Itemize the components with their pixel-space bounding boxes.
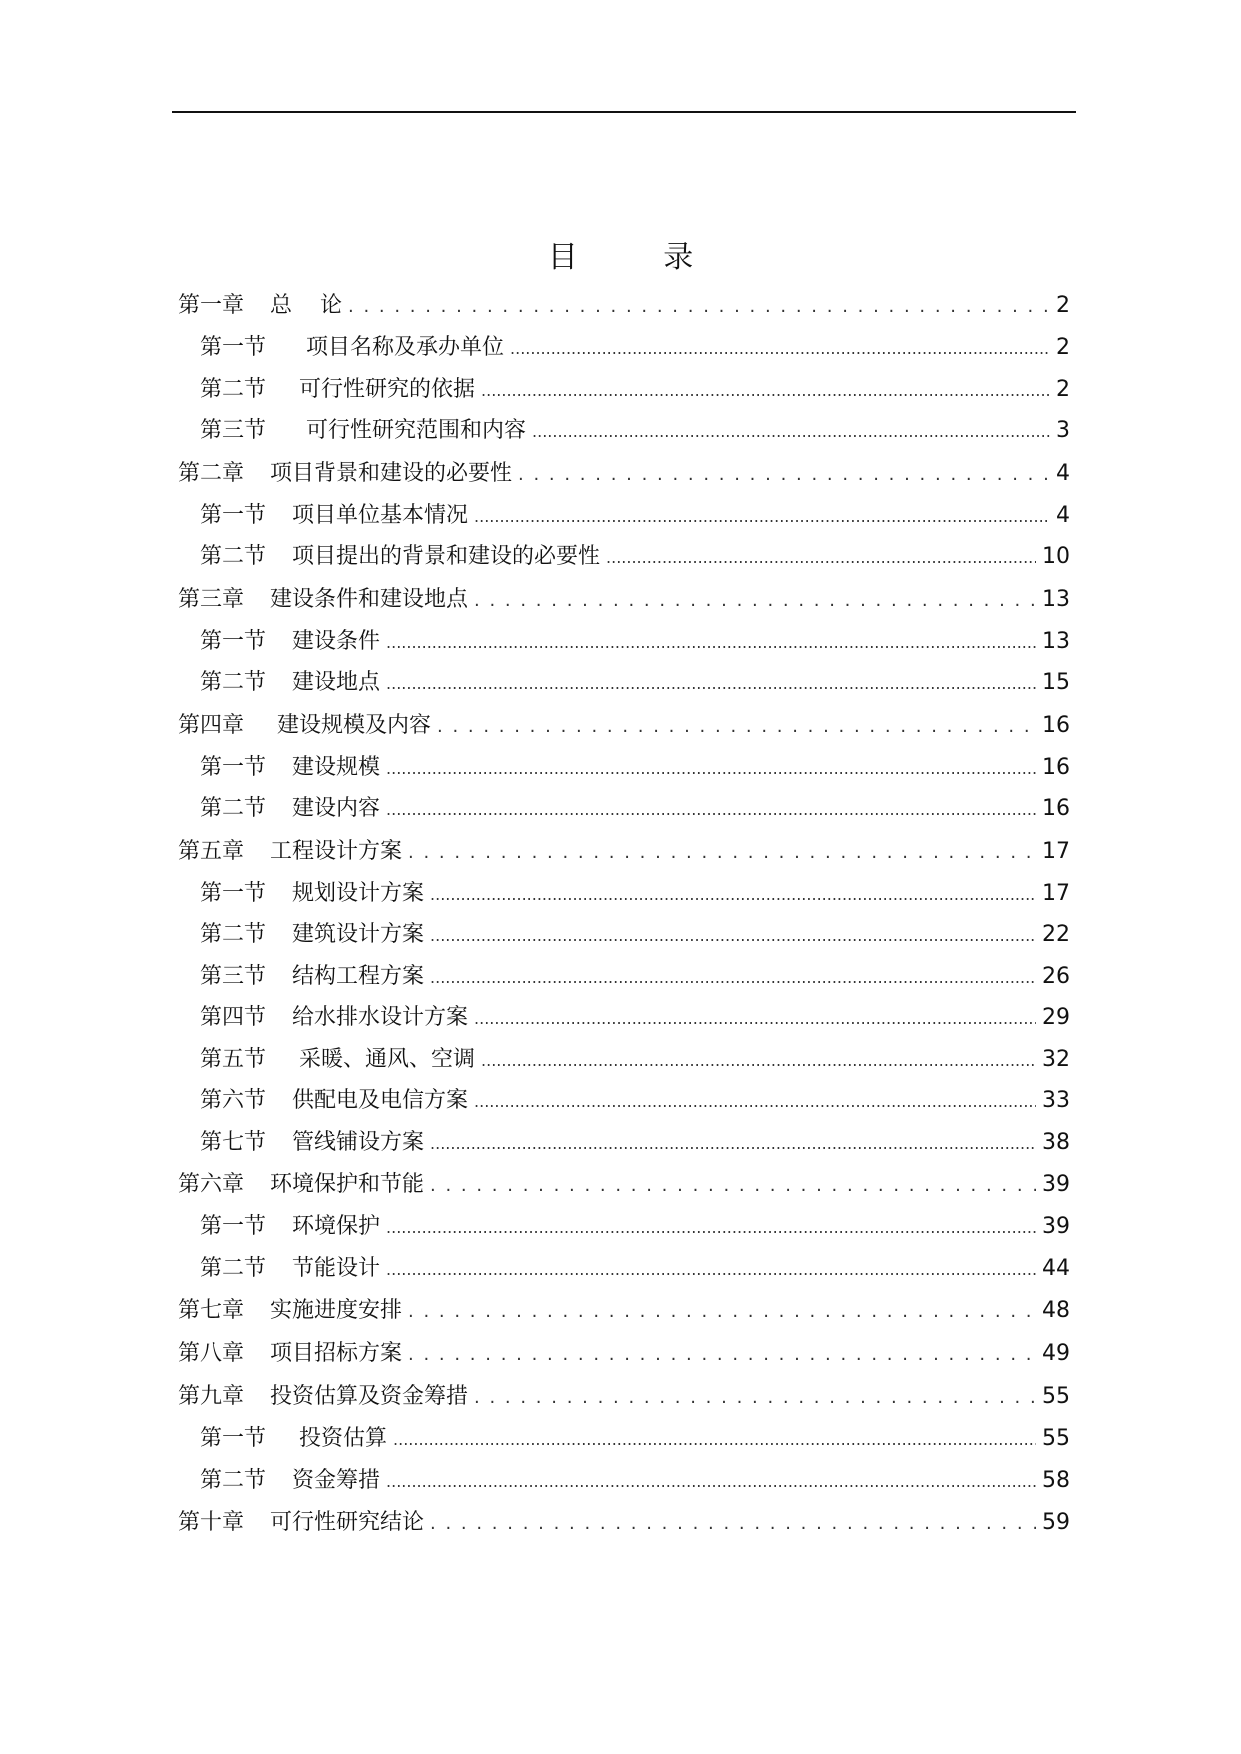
dot-leader xyxy=(408,1332,1036,1376)
toc-entry-page-number: 13 xyxy=(1042,628,1070,654)
toc-entry-title: 可行性研究结论 xyxy=(270,1510,425,1535)
toc-entry-section[interactable] xyxy=(178,788,1070,830)
toc-entry-number: 第一节 xyxy=(200,335,267,360)
toc-entry-section[interactable] xyxy=(178,495,1070,537)
toc-entry-page-number: 17 xyxy=(1042,838,1070,864)
toc-entry-title: 建设规模及内容 xyxy=(270,712,432,738)
toc-entry-number: 第六章 xyxy=(178,1172,245,1197)
toc-entry-chapter[interactable] xyxy=(178,1332,1070,1375)
toc-entry-page-number: 49 xyxy=(1042,1341,1070,1366)
toc-entry-section[interactable] xyxy=(178,327,1070,369)
toc-entry-section[interactable] xyxy=(178,621,1070,663)
dot-leader xyxy=(348,284,1050,328)
toc-entry-section[interactable] xyxy=(178,1122,1070,1164)
toc-entry-page-number: 22 xyxy=(1042,922,1070,947)
toc-entry-page-number: 16 xyxy=(1042,796,1070,821)
toc-entry-title: 采暖、通风、空调 xyxy=(292,1046,476,1072)
toc-entry-number: 第二节 xyxy=(200,544,267,569)
toc-entry-page-number: 26 xyxy=(1042,963,1070,989)
toc-entry-title: 项目提出的背景和建设的必要性 xyxy=(292,544,601,569)
toc-entry-section[interactable] xyxy=(178,1206,1070,1248)
toc-entry-section[interactable] xyxy=(178,997,1070,1039)
toc-entry-section[interactable] xyxy=(178,410,1070,452)
toc-entry-section[interactable] xyxy=(178,1080,1070,1122)
toc-entry-section[interactable] xyxy=(178,662,1070,704)
toc-entry-page-number: 10 xyxy=(1042,544,1070,569)
dot-leader xyxy=(510,327,1050,370)
toc-entry-number: 第七章 xyxy=(178,1298,245,1323)
toc-entry-number: 第一节 xyxy=(200,880,267,906)
toc-entry-page-number: 13 xyxy=(1042,586,1070,612)
toc-entry-title: 建设内容 xyxy=(292,796,381,821)
toc-entry-section[interactable] xyxy=(178,1418,1070,1460)
toc-entry-title: 建设规模 xyxy=(292,754,381,780)
toc-entry-page-number: 3 xyxy=(1056,418,1070,443)
toc-entry-number: 第四章 xyxy=(178,712,245,738)
toc-entry-chapter[interactable] xyxy=(178,704,1070,747)
toc-entry-number: 第一节 xyxy=(200,1426,267,1451)
toc-entry-title: 可行性研究范围和内容 xyxy=(292,418,527,443)
toc-entry-title: 项目背景和建设的必要性 xyxy=(270,460,513,486)
toc-entry-number: 第二章 xyxy=(178,460,245,486)
toc-entry-number: 第三章 xyxy=(178,586,245,612)
toc-entry-number: 第一节 xyxy=(200,628,267,654)
toc-entry-number: 第一节 xyxy=(200,754,267,780)
toc-entry-title: 资金筹措 xyxy=(292,1467,381,1493)
toc-entry-title: 投资估算及资金筹措 xyxy=(270,1384,469,1409)
dot-leader xyxy=(606,536,1036,579)
dot-leader xyxy=(474,997,1036,1040)
toc-entry-number: 第二节 xyxy=(200,1467,267,1493)
toc-entry-page-number: 59 xyxy=(1042,1510,1070,1535)
toc-entry-title: 供配电及电信方案 xyxy=(292,1088,469,1113)
toc-entry-chapter[interactable] xyxy=(178,578,1070,621)
dot-leader xyxy=(474,1080,1036,1123)
toc-entry-title: 节能设计 xyxy=(292,1255,381,1281)
toc-entry-page-number: 4 xyxy=(1056,502,1070,528)
toc-entry-title: 工程设计方案 xyxy=(270,838,403,864)
toc-entry-chapter[interactable] xyxy=(178,1375,1070,1418)
toc-entry-number: 第九章 xyxy=(178,1384,245,1409)
dot-leader xyxy=(430,956,1036,999)
dot-leader xyxy=(386,662,1036,705)
dot-leader xyxy=(408,830,1036,874)
toc-entry-chapter[interactable] xyxy=(178,452,1070,495)
toc-entry-number: 第一章 xyxy=(178,293,245,318)
toc-entry-number: 第十章 xyxy=(178,1510,245,1535)
toc-entry-number: 第五节 xyxy=(200,1046,267,1072)
toc-entry-page-number: 2 xyxy=(1056,376,1070,402)
toc-entry-number: 第一节 xyxy=(200,1214,267,1239)
toc-entry-title: 投资估算 xyxy=(292,1426,388,1451)
toc-entry-number: 第二节 xyxy=(200,376,267,402)
toc-entry-number: 第六节 xyxy=(200,1088,267,1113)
toc-entry-number: 第一节 xyxy=(200,502,267,528)
toc-entry-section[interactable] xyxy=(178,1248,1070,1290)
toc-entry-page-number: 55 xyxy=(1042,1384,1070,1409)
toc-entry-number: 第五章 xyxy=(178,838,245,864)
toc-entry-page-number: 39 xyxy=(1042,1172,1070,1197)
toc-entry-title: 结构工程方案 xyxy=(292,963,425,989)
toc-entry-title: 项目名称及承办单位 xyxy=(292,335,505,360)
toc-entry-page-number: 15 xyxy=(1042,670,1070,695)
dot-leader xyxy=(430,1501,1036,1545)
toc-entry-page-number: 32 xyxy=(1042,1046,1070,1072)
toc-entry-number: 第二节 xyxy=(200,670,267,695)
dot-leader xyxy=(386,1206,1036,1249)
toc-entry-section[interactable] xyxy=(178,369,1070,411)
dot-leader xyxy=(386,747,1036,790)
toc-entry-page-number: 16 xyxy=(1042,754,1070,780)
toc-entry-number: 第八章 xyxy=(178,1341,245,1366)
toc-entry-number: 第四节 xyxy=(200,1005,267,1030)
toc-entry-number: 第二节 xyxy=(200,1255,267,1281)
toc-entry-title: 实施进度安排 xyxy=(270,1298,403,1323)
toc-entry-number: 第三节 xyxy=(200,963,267,989)
toc-entry-page-number: 33 xyxy=(1042,1088,1070,1113)
toc-entry-title: 规划设计方案 xyxy=(292,880,425,906)
toc-entry-section[interactable] xyxy=(178,747,1070,789)
dot-leader xyxy=(386,788,1036,831)
toc-entry-title: 建设条件 xyxy=(292,628,381,654)
dot-leader xyxy=(386,1460,1036,1503)
toc-entry-number: 第二节 xyxy=(200,796,267,821)
table-of-contents xyxy=(178,284,1070,1544)
toc-entry-page-number: 4 xyxy=(1056,460,1070,486)
toc-entry-section[interactable] xyxy=(178,956,1070,998)
toc-entry-page-number: 58 xyxy=(1042,1467,1070,1493)
toc-entry-section[interactable] xyxy=(178,536,1070,578)
toc-title: 目 录 xyxy=(547,240,732,275)
toc-entry-page-number: 17 xyxy=(1042,880,1070,906)
toc-entry-page-number: 29 xyxy=(1042,1005,1070,1030)
toc-entry-page-number: 55 xyxy=(1042,1426,1070,1451)
toc-entry-title: 建设条件和建设地点 xyxy=(270,586,469,612)
dot-leader xyxy=(386,1248,1036,1291)
toc-entry-chapter[interactable] xyxy=(178,1501,1070,1544)
toc-entry-title: 可行性研究的依据 xyxy=(292,376,476,402)
dot-leader xyxy=(430,914,1036,957)
dot-leader xyxy=(393,1418,1036,1461)
dot-leader xyxy=(474,1375,1036,1419)
dot-leader xyxy=(518,452,1050,496)
toc-entry-section[interactable] xyxy=(178,914,1070,956)
dot-leader xyxy=(430,873,1036,916)
dot-leader xyxy=(474,578,1036,622)
dot-leader xyxy=(437,704,1036,748)
toc-entry-chapter[interactable] xyxy=(178,1289,1070,1332)
dot-leader xyxy=(481,369,1050,412)
toc-entry-title: 总 论 xyxy=(270,293,342,318)
toc-entry-page-number: 38 xyxy=(1042,1129,1070,1155)
toc-entry-number: 第七节 xyxy=(200,1129,267,1155)
toc-entry-chapter[interactable] xyxy=(178,830,1070,873)
toc-entry-section[interactable] xyxy=(178,873,1070,915)
toc-entry-page-number: 48 xyxy=(1042,1298,1070,1323)
toc-entry-page-number: 39 xyxy=(1042,1214,1070,1239)
toc-entry-title: 建设地点 xyxy=(292,670,381,695)
toc-entry-page-number: 44 xyxy=(1042,1255,1070,1281)
toc-entry-chapter[interactable] xyxy=(178,284,1070,327)
dot-leader xyxy=(408,1289,1036,1333)
toc-entry-title: 项目招标方案 xyxy=(270,1341,403,1366)
toc-entry-title: 建筑设计方案 xyxy=(292,922,425,947)
toc-entry-title: 环境保护和节能 xyxy=(270,1172,425,1197)
toc-entry-page-number: 2 xyxy=(1056,293,1070,318)
dot-leader xyxy=(386,621,1036,664)
dot-leader xyxy=(430,1122,1036,1165)
dot-leader xyxy=(474,495,1050,538)
dot-leader xyxy=(481,1039,1036,1082)
toc-entry-title: 管线铺设方案 xyxy=(292,1129,425,1155)
toc-entry-page-number: 16 xyxy=(1042,712,1070,738)
toc-entry-section[interactable] xyxy=(178,1460,1070,1502)
toc-entry-section[interactable] xyxy=(178,1039,1070,1081)
toc-entry-chapter[interactable] xyxy=(178,1163,1070,1206)
toc-entry-title: 给水排水设计方案 xyxy=(292,1005,469,1030)
toc-entry-title: 环境保护 xyxy=(292,1214,381,1239)
header-rule xyxy=(172,111,1076,113)
dot-leader xyxy=(532,410,1050,453)
toc-entry-number: 第二节 xyxy=(200,922,267,947)
toc-entry-title: 项目单位基本情况 xyxy=(292,502,469,528)
toc-entry-number: 第三节 xyxy=(200,418,267,443)
dot-leader xyxy=(430,1163,1036,1207)
toc-entry-page-number: 2 xyxy=(1056,335,1070,360)
